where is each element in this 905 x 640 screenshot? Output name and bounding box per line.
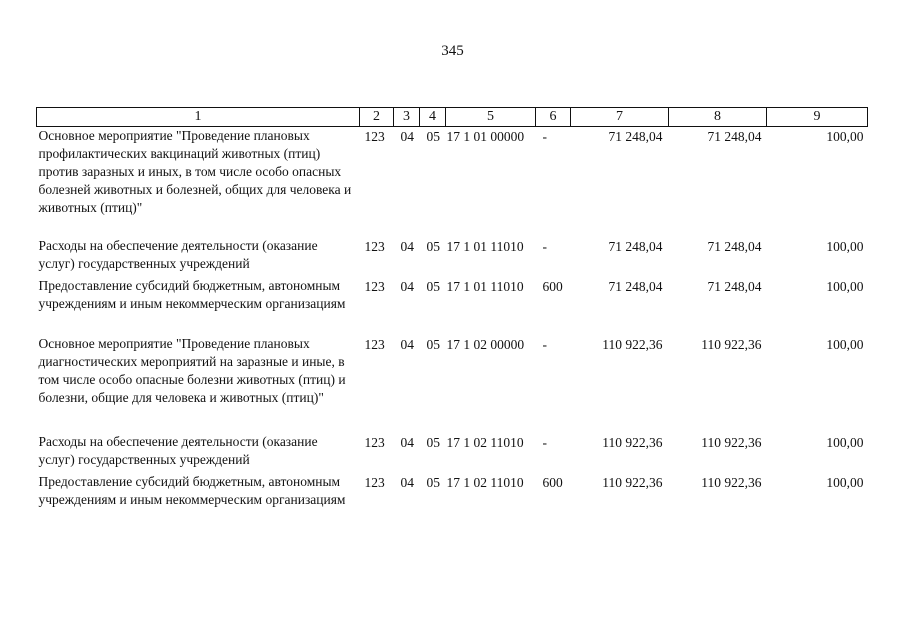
row-vr: -: [542, 129, 547, 144]
row-csr: 17 1 01 00000: [446, 129, 525, 144]
table-row: [37, 127, 868, 237]
column-header-6: 6: [536, 108, 571, 127]
row-fact: 71 248,04: [707, 129, 762, 144]
row-grbs: 123: [364, 129, 385, 144]
row-vr: -: [542, 434, 547, 450]
row-percent: 100,00: [826, 278, 864, 294]
row-percent: 100,00: [826, 238, 864, 254]
column-header-2: 2: [360, 108, 394, 127]
row-percent: 100,00: [826, 434, 864, 450]
row-csr: 17 1 02 11010: [446, 434, 524, 450]
table-row: [37, 433, 868, 473]
column-header-3: 3: [394, 108, 420, 127]
row-csr: 17 1 02 11010: [446, 474, 524, 490]
row-plan: 71 248,04: [608, 238, 663, 254]
row-pr: 05: [426, 238, 440, 254]
row-vr: 600: [542, 474, 563, 490]
row-fact: 110 922,36: [701, 474, 762, 490]
row-grbs: 123: [364, 238, 385, 254]
table-body: [37, 127, 868, 531]
row-grbs: 123: [364, 434, 385, 450]
row-rz: 04: [400, 238, 414, 254]
row-csr: 17 1 01 11010: [446, 238, 524, 254]
row-vr: -: [542, 336, 547, 352]
table-row: [37, 237, 868, 277]
row-plan: 110 922,36: [602, 336, 663, 352]
row-name: Предоставление субсидий бюджетным, автономным учреждениям и иным некоммерческим организациям: [38, 473, 346, 507]
table-row: [37, 335, 868, 433]
row-percent: 100,00: [826, 474, 864, 490]
row-rz: 04: [400, 474, 414, 490]
row-vr: -: [542, 238, 547, 254]
row-fact: 110 922,36: [701, 434, 762, 450]
row-rz: 04: [400, 336, 414, 352]
page-number: 345: [441, 43, 464, 59]
row-name: Расходы на обеспечение деятельности (оказание услуг) государственных учреждений: [38, 237, 318, 271]
row-fact: 71 248,04: [707, 238, 762, 254]
table-row: [37, 277, 868, 335]
column-header-7: 7: [571, 108, 669, 127]
row-plan: 71 248,04: [608, 129, 663, 144]
row-name: Предоставление субсидий бюджетным, автономным учреждениям и иным некоммерческим организациям: [38, 277, 346, 311]
row-pr: 05: [426, 336, 440, 352]
column-header-8: 8: [669, 108, 767, 127]
row-pr: 05: [426, 474, 440, 490]
row-pr: 05: [426, 278, 440, 294]
row-name: Расходы на обеспечение деятельности (оказание услуг) государственных учреждений: [38, 433, 318, 467]
column-header-4: 4: [420, 108, 446, 127]
row-rz: 04: [400, 278, 414, 294]
row-rz: 04: [400, 129, 414, 144]
row-pr: 05: [426, 129, 440, 144]
row-csr: 17 1 01 11010: [446, 278, 524, 294]
column-header-5: 5: [446, 108, 536, 127]
row-percent: 100,00: [826, 129, 864, 144]
row-fact: 71 248,04: [707, 278, 762, 294]
row-name: Основное мероприятие "Проведение плановых диагностических мероприятий на заразные и иные, в том числе особо опасные болезни животных (птиц) и болезни, общие для человека и животных (птиц)": [38, 335, 346, 405]
column-header-1: 1: [37, 108, 360, 127]
row-grbs: 123: [364, 474, 385, 490]
row-vr: 600: [542, 278, 563, 294]
budget-table: [36, 107, 868, 531]
column-header-9: 9: [767, 108, 868, 127]
row-rz: 04: [400, 434, 414, 450]
row-pr: 05: [426, 434, 440, 450]
row-csr: 17 1 02 00000: [446, 336, 525, 352]
row-plan: 110 922,36: [602, 434, 663, 450]
row-percent: 100,00: [826, 336, 864, 352]
table-header: [37, 108, 868, 127]
row-fact: 110 922,36: [701, 336, 762, 352]
header-row: [37, 108, 868, 127]
row-grbs: 123: [364, 278, 385, 294]
table-row: [37, 473, 868, 531]
row-plan: 110 922,36: [602, 474, 663, 490]
row-grbs: 123: [364, 336, 385, 352]
row-plan: 71 248,04: [608, 278, 663, 294]
row-name: Основное мероприятие "Проведение плановых профилактических вакцинаций животных (птиц) против заразных и иных, в том числе особо опасных болезней животных и болезней, общих для человека и животных (птиц)": [38, 128, 352, 215]
